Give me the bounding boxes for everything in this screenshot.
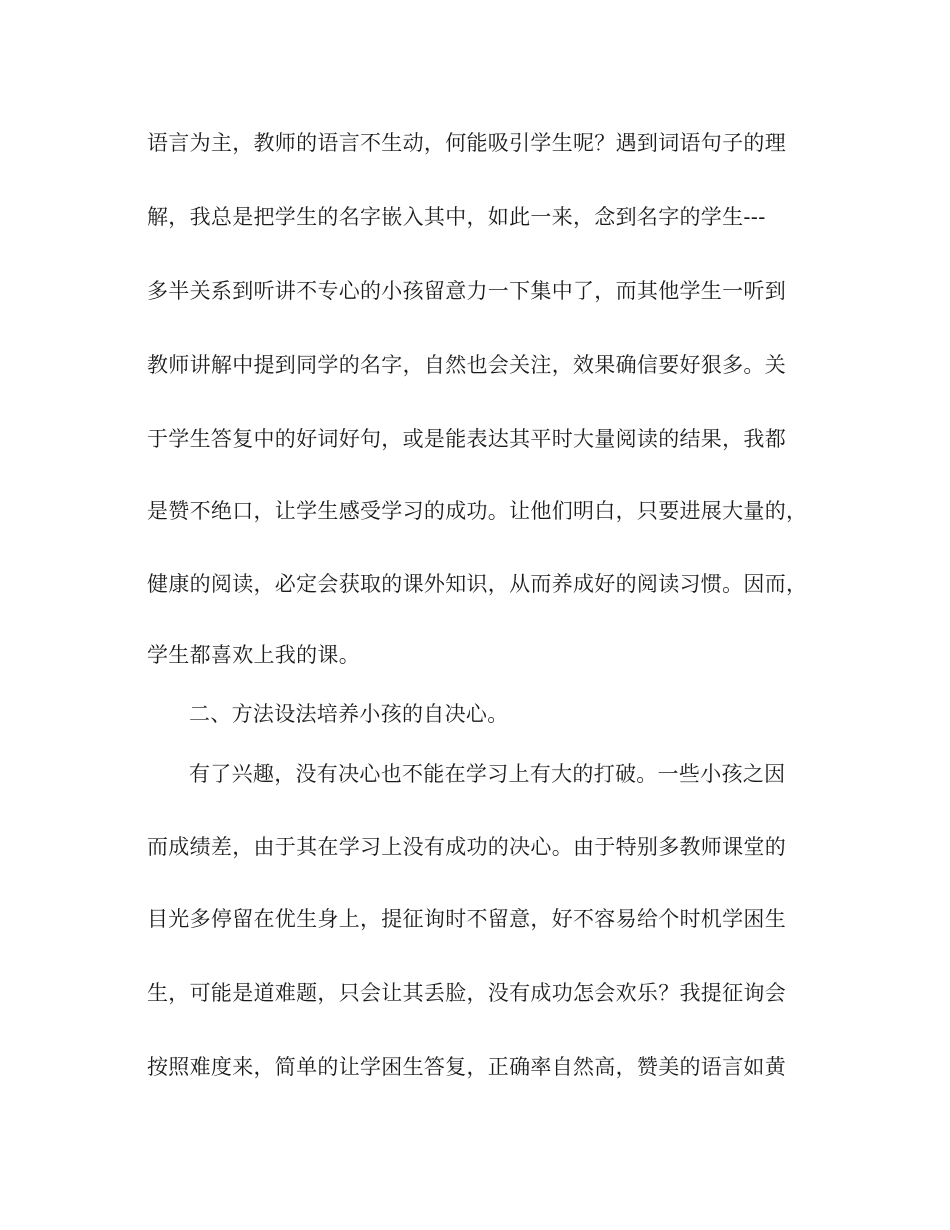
section-heading: 二、方法设法培养小孩的自决心。 <box>189 702 509 726</box>
paragraph-line: 多半关系到听讲不专心的小孩留意力一下集中了，而其他学生一听到 <box>147 279 786 303</box>
paragraph-line: 学生都喜欢上我的课。 <box>147 643 360 667</box>
paragraph-line: 而成绩差，由于其在学习上没有成功的决心。由于特别多教师课堂的 <box>147 835 786 859</box>
paragraph-line: 生，可能是道难题，只会让其丢脸，没有成功怎会欢乐？我提征询会 <box>147 981 786 1005</box>
paragraph-line: 健康的阅读，必定会获取的课外知识，从而养成好的阅读习惯。因而， <box>147 572 808 596</box>
paragraph-first-line: 有了兴趣，没有决心也不能在学习上有大的打破。一些小孩之因 <box>189 762 786 786</box>
paragraph-line: 于学生答复中的好词好句，或是能表达其平时大量阅读的结果，我都 <box>147 427 786 451</box>
paragraph-line: 教师讲解中提到同学的名字，自然也会关注，效果确信要好狠多。关 <box>147 353 786 377</box>
paragraph-line: 目光多停留在优生身上，提征询时不留意，好不容易给个时机学困生 <box>147 907 786 931</box>
paragraph-line: 按照难度来，简单的让学困生答复，正确率自然高，赞美的语言如黄 <box>147 1055 786 1079</box>
paragraph-line: 解，我总是把学生的名字嵌入其中，如此一来，念到名字的学生--- <box>147 205 766 229</box>
paragraph-line: 是赞不绝口，让学生感受学习的成功。让他们明白，只要进展大量的， <box>147 499 808 523</box>
paragraph-line: 语言为主，教师的语言不生动，何能吸引学生呢？遇到词语句子的理 <box>147 131 786 155</box>
